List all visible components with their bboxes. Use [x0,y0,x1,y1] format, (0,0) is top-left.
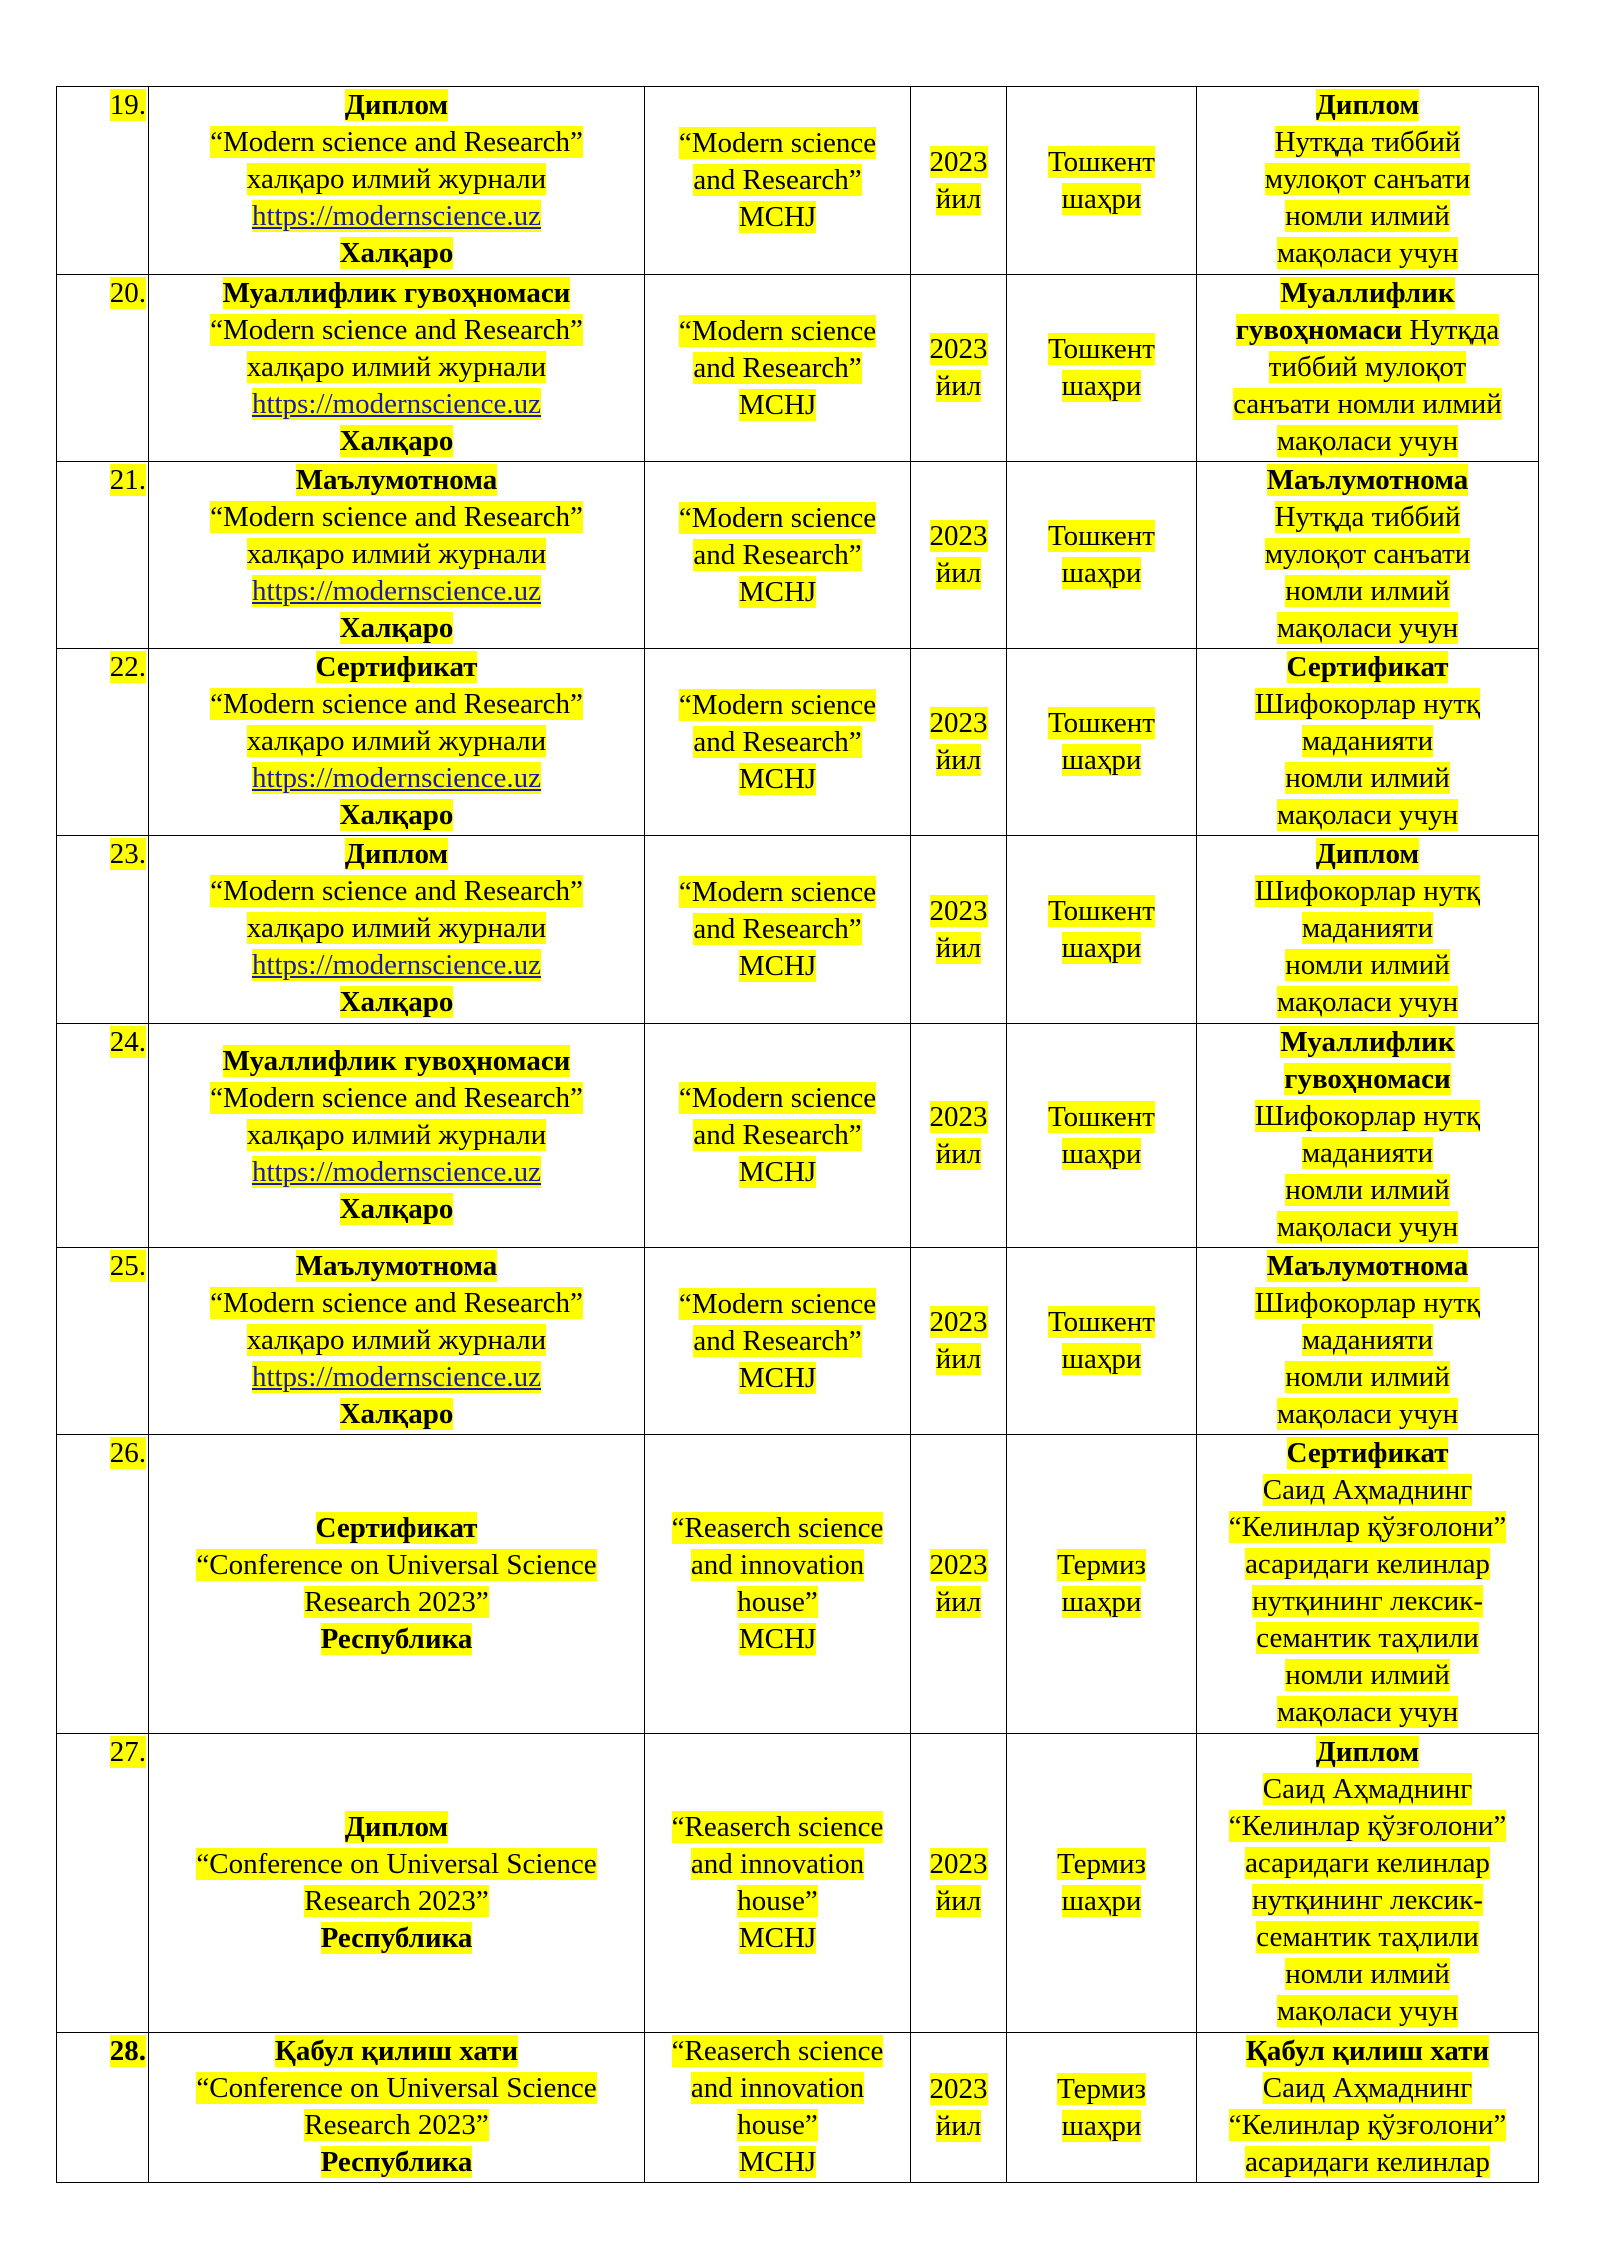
certificate-title: Муаллифлик гувоҳномаси [222,1045,571,1077]
certificate-title: Сертификат [315,1512,478,1544]
table-row [57,836,1539,1024]
description-line: Саид Аҳмаднинг [1262,1773,1473,1805]
description-line: Саид Аҳмаднинг [1262,1474,1473,1506]
organizer-cell [645,1024,911,1248]
description-line: асаридаги келинлар [1245,1548,1490,1580]
year-unit: йил [935,1137,982,1170]
description-line: Шифокорлар нутқ [1254,1100,1481,1132]
certificate-title: Диплом [344,838,449,870]
description-title: Диплом [1315,1736,1420,1768]
year-unit: йил [935,744,982,776]
row-number-cell [57,87,149,275]
level-label: Республика [320,1623,473,1655]
description-line: тиббий мулоқот [1268,351,1467,383]
description-line: номли илмий [1285,200,1450,232]
organizer-cell [645,1248,911,1435]
certificate-cell [149,649,645,836]
description-title: гувоҳномаси [1284,1063,1451,1095]
city-name: Тошкент [1048,333,1155,365]
certificate-cell [149,1024,645,1248]
year-cell [911,836,1007,1024]
year-unit: йил [935,1586,982,1618]
description-line: “Келинлар қўзғолони” [1228,2109,1507,2141]
journal-line: “Modern science and Research” [210,314,583,346]
city-cell [1007,836,1197,1024]
table-row [57,649,1539,836]
certificate-cell [149,1734,645,2033]
row-number: 19. [109,89,146,121]
row-number: 23. [109,838,146,870]
year-cell [911,462,1007,649]
row-number: 28. [109,2035,146,2067]
journal-link[interactable]: https://modernscience.uz [251,1156,542,1188]
certificate-cell [149,1248,645,1435]
description-line: санъати номли илмий [1233,388,1502,420]
description-line: номли илмий [1285,949,1450,981]
row-number: 24. [109,1026,146,1058]
description-line: маданияти [1301,912,1434,944]
level-label: Халқаро [339,986,454,1018]
organizer-line: “Modern science [678,1287,877,1320]
row-number: 20. [109,277,146,309]
description-line: мақоласи учун [1276,799,1459,831]
table-row [57,2033,1539,2183]
description-line: номли илмий [1285,1174,1450,1206]
organizer-line: “Reaserch science [671,1811,884,1843]
table-row [57,275,1539,462]
organizer-cell [645,275,911,462]
year-value: 2023 [929,1306,988,1338]
journal-line: халқаро илмий журнали [246,351,547,383]
city-name: Тошкент [1048,1100,1155,1133]
organizer-line: MCHJ [738,1361,817,1394]
row-number: 22. [109,651,146,683]
city-unit: шаҳри [1061,1137,1142,1170]
organizer-cell [645,87,911,275]
description-line: асаридаги келинлар [1245,2146,1490,2178]
row-number: 27. [109,1736,146,1768]
description-cell [1197,1248,1539,1435]
year-cell [911,649,1007,836]
year-value: 2023 [929,1549,988,1581]
city-cell [1007,1024,1197,1248]
organizer-line: MCHJ [738,388,817,421]
journal-link[interactable]: https://modernscience.uz [251,1361,542,1393]
year-unit: йил [935,370,982,402]
description-cell [1197,462,1539,649]
description-cell [1197,1024,1539,1248]
row-number-cell [57,462,149,649]
description-line: Нутқда тиббий [1274,126,1461,158]
description-title: Диплом [1315,838,1420,870]
city-cell [1007,462,1197,649]
year-unit: йил [935,1885,982,1917]
table-row [57,462,1539,649]
journal-line: “Modern science and Research” [210,501,583,533]
certificate-cell [149,87,645,275]
year-value: 2023 [929,333,988,365]
year-value: 2023 [929,894,988,927]
certificate-cell [149,836,645,1024]
description-line: Нутқда тиббий [1274,501,1461,533]
description-line: мақоласи учун [1276,425,1459,457]
journal-line: “Modern science and Research” [210,126,583,158]
organizer-line: and innovation [690,1848,865,1880]
city-unit: шаҳри [1061,557,1142,589]
table-row [57,1248,1539,1435]
description-line: семантик таҳлили [1256,1921,1479,1953]
city-name: Термиз [1057,1848,1146,1880]
journal-line: халқаро илмий журнали [246,1324,547,1356]
description-line: “Келинлар қўзғолони” [1228,1810,1507,1842]
description-line: асаридаги келинлар [1245,1847,1490,1879]
description-line: семантик таҳлили [1256,1622,1479,1654]
description-line: маданияти [1301,1137,1434,1169]
organizer-line: MCHJ [738,1156,817,1188]
organizer-line: house” [737,1586,818,1618]
description-cell [1197,836,1539,1024]
table-row [57,1435,1539,1734]
journal-line: “Modern science and Research” [210,1082,583,1114]
journal-link[interactable]: https://modernscience.uz [251,388,542,420]
organizer-line: and Research” [693,538,862,571]
city-cell [1007,1248,1197,1435]
certificate-title: Қабул қилиш хати [274,2035,519,2067]
city-name: Тошкент [1048,1306,1155,1338]
description-line: Шифокорлар нутқ [1254,688,1481,720]
city-name: Термиз [1057,1549,1146,1581]
city-unit: шаҳри [1061,1885,1142,1917]
table-row [57,1024,1539,1248]
description-line: Нутқда [1402,314,1500,346]
organizer-line: and innovation [690,1549,865,1581]
description-line: маданияти [1301,725,1434,757]
city-unit: шаҳри [1061,1586,1142,1618]
journal-line: Research 2023” [304,1885,489,1917]
organizer-line: “Modern science [678,876,877,908]
description-line: номли илмий [1285,1659,1450,1691]
row-number-cell [57,1248,149,1435]
city-name: Тошкент [1048,145,1155,178]
description-title: Қабул қилиш хати [1245,2035,1490,2067]
city-name: Тошкент [1048,894,1155,927]
city-cell [1007,649,1197,836]
organizer-line: “Modern science [678,501,877,534]
year-unit: йил [935,931,982,964]
organizer-line: MCHJ [738,2146,817,2178]
year-value: 2023 [929,1848,988,1880]
level-label: Халқаро [339,1398,454,1430]
organizer-line: house” [737,1885,818,1917]
organizer-line: MCHJ [738,575,817,608]
journal-line: халқаро илмий журнали [246,538,547,570]
organizer-line: house” [737,2109,818,2141]
journal-line: Research 2023” [304,2109,489,2141]
organizer-line: “Modern science [678,314,877,347]
year-cell [911,1734,1007,2033]
city-unit: шаҳри [1061,370,1142,402]
description-line: мақоласи учун [1276,1696,1459,1728]
description-cell [1197,275,1539,462]
year-cell [911,1435,1007,1734]
journal-line: “Conference on Universal Science [196,1549,597,1581]
certificate-cell [149,462,645,649]
description-line: нутқининг лексик- [1252,1884,1483,1916]
city-unit: шаҳри [1061,744,1142,776]
year-unit: йил [935,1343,982,1375]
row-number-cell [57,836,149,1024]
city-cell [1007,275,1197,462]
description-line: мулоқот санъати [1264,163,1471,195]
description-line: Шифокорлар нутқ [1254,1287,1481,1319]
certificate-cell [149,2033,645,2183]
journal-line: халқаро илмий журнали [246,1119,547,1151]
journal-line: халқаро илмий журнали [246,725,547,757]
city-unit: шаҳри [1061,931,1142,964]
level-label: Халқаро [339,237,454,269]
year-value: 2023 [929,2072,988,2105]
row-number-cell [57,649,149,836]
organizer-cell [645,462,911,649]
description-title: Маълумотнома [1266,464,1469,496]
year-value: 2023 [929,520,988,552]
description-line: номли илмий [1285,762,1450,794]
year-cell [911,2033,1007,2183]
description-line: мақоласи учун [1276,1995,1459,2027]
organizer-line: “Modern science [678,1082,877,1114]
description-cell [1197,1435,1539,1734]
description-line: номли илмий [1285,1361,1450,1393]
description-line: мулоқот санъати [1264,538,1471,570]
table-row [57,1734,1539,2033]
certificate-title: Диплом [344,89,449,121]
certificate-cell [149,1435,645,1734]
description-line: мақоласи учун [1276,986,1459,1018]
organizer-line: “Reaserch science [671,1512,884,1544]
journal-line: “Conference on Universal Science [196,2072,597,2104]
city-unit: шаҳри [1061,182,1142,215]
row-number-cell [57,2033,149,2183]
organizer-line: and Research” [693,351,862,384]
city-cell [1007,1734,1197,2033]
year-value: 2023 [929,707,988,739]
description-title: гувоҳномаси [1235,314,1403,346]
organizer-line: and Research” [693,1324,862,1357]
description-title: Сертификат [1286,651,1449,683]
description-cell [1197,87,1539,275]
description-line: нутқининг лексик- [1252,1585,1483,1617]
description-line: Саид Аҳмаднинг [1262,2072,1473,2104]
row-number: 26. [109,1437,146,1469]
year-unit: йил [935,557,982,589]
description-cell [1197,2033,1539,2183]
year-cell [911,87,1007,275]
description-title: Муаллифлик [1280,277,1455,309]
description-line: мақоласи учун [1276,1398,1459,1430]
description-title: Маълумотнома [1266,1250,1469,1282]
description-cell [1197,649,1539,836]
journal-line: “Modern science and Research” [210,688,583,720]
certificate-cell [149,275,645,462]
level-label: Халқаро [339,612,454,644]
journal-line: “Modern science and Research” [210,875,583,907]
row-number-cell [57,275,149,462]
year-cell [911,275,1007,462]
table-row [57,87,1539,275]
year-unit: йил [935,182,982,215]
level-label: Республика [320,2146,473,2178]
organizer-cell [645,1435,911,1734]
organizer-line: and Research” [693,1119,862,1151]
year-unit: йил [935,2109,982,2142]
organizer-cell [645,1734,911,2033]
organizer-cell [645,2033,911,2183]
certificate-title: Сертификат [315,651,478,683]
journal-link[interactable]: https://modernscience.uz [251,200,542,232]
organizer-line: MCHJ [738,950,817,982]
description-title: Муаллифлик [1280,1026,1455,1058]
certificate-title: Маълумотнома [295,1250,498,1282]
year-cell [911,1248,1007,1435]
city-cell [1007,1435,1197,1734]
row-number-cell [57,1435,149,1734]
level-label: Республика [320,1922,473,1954]
city-name: Тошкент [1048,520,1155,552]
row-number: 25. [109,1250,146,1282]
achievements-table [56,86,1539,2183]
organizer-line: “Reaserch science [671,2035,884,2067]
description-line: мақоласи учун [1276,612,1459,644]
year-value: 2023 [929,145,988,178]
row-number: 21. [109,464,146,496]
city-name: Термиз [1057,2072,1146,2105]
organizer-line: MCHJ [738,201,817,233]
organizer-line: MCHJ [738,1922,817,1954]
organizer-cell [645,649,911,836]
certificate-title: Муаллифлик гувоҳномаси [222,277,571,309]
journal-line: халқаро илмий журнали [246,912,547,944]
journal-link[interactable]: https://modernscience.uz [251,949,542,981]
description-line: мақоласи учун [1276,237,1459,269]
certificate-title: Диплом [344,1811,449,1843]
organizer-line: and Research” [693,725,862,758]
organizer-cell [645,836,911,1024]
organizer-line: “Modern science [678,688,877,721]
city-cell [1007,87,1197,275]
level-label: Халқаро [339,1193,454,1225]
journal-line: халқаро илмий журнали [246,163,547,195]
organizer-line: “Modern science [678,127,877,159]
year-cell [911,1024,1007,1248]
city-cell [1007,2033,1197,2183]
organizer-line: MCHJ [738,1623,817,1655]
city-unit: шаҳри [1061,1343,1142,1375]
certificate-title: Маълумотнома [295,464,498,496]
journal-link[interactable]: https://modernscience.uz [251,762,542,794]
description-title: Сертификат [1286,1437,1449,1469]
description-line: мақоласи учун [1276,1211,1459,1243]
description-line: номли илмий [1285,575,1450,607]
description-cell [1197,1734,1539,2033]
organizer-line: and innovation [690,2072,865,2104]
row-number-cell [57,1734,149,2033]
organizer-line: MCHJ [738,762,817,795]
organizer-line: and Research” [693,913,862,945]
level-label: Халқаро [339,425,454,457]
description-line: маданияти [1301,1324,1434,1356]
city-name: Тошкент [1048,707,1155,739]
year-value: 2023 [929,1100,988,1133]
journal-line: Research 2023” [304,1586,489,1618]
row-number-cell [57,1024,149,1248]
city-unit: шаҳри [1061,2109,1142,2142]
organizer-line: and Research” [693,164,862,196]
description-line: “Келинлар қўзғолони” [1228,1511,1507,1543]
description-title: Диплом [1315,89,1420,121]
journal-line: “Conference on Universal Science [196,1848,597,1880]
level-label: Халқаро [339,799,454,831]
journal-link[interactable]: https://modernscience.uz [251,575,542,607]
journal-line: “Modern science and Research” [210,1287,583,1319]
description-line: номли илмий [1285,1958,1450,1990]
description-line: Шифокорлар нутқ [1254,875,1481,907]
